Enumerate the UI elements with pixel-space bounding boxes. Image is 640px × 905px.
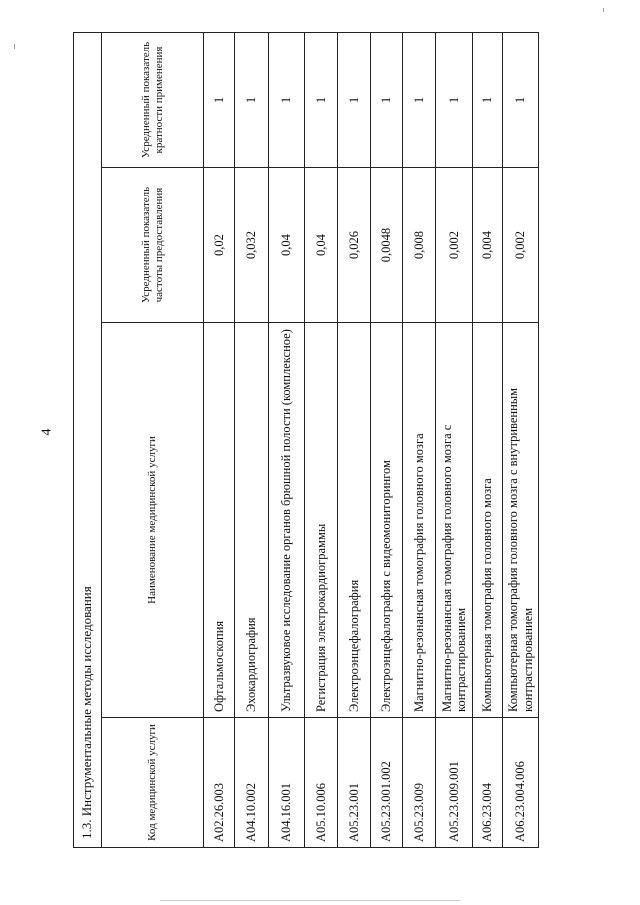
table-row xyxy=(338,32,371,847)
cell-name: Ультразвуковое исследование органов брюшной полости (комплексное) xyxy=(269,323,305,718)
cell-frequency: 0,026 xyxy=(338,168,371,323)
cell-code: A05.23.009 xyxy=(403,718,436,848)
cell-name: Компьютерная томография головного мозга xyxy=(473,323,503,718)
cell-multiplicity: 1 xyxy=(436,32,473,167)
table-row xyxy=(436,32,473,847)
cell-name: Офтальмоскопия xyxy=(204,323,235,718)
cell-code: A04.10.002 xyxy=(235,718,269,848)
cell-code: A06.23.004 xyxy=(473,718,503,848)
cell-frequency: 0,002 xyxy=(436,168,473,323)
instrumental-methods-table xyxy=(73,32,539,848)
table-row xyxy=(403,32,436,847)
cell-multiplicity: 1 xyxy=(338,32,371,167)
table-row xyxy=(503,32,539,847)
cell-multiplicity: 1 xyxy=(269,32,305,167)
header-code: Код медицинской услуги xyxy=(102,718,204,848)
cell-frequency: 0,04 xyxy=(269,168,305,323)
cell-frequency: 0,008 xyxy=(403,168,436,323)
cell-multiplicity: 1 xyxy=(235,32,269,167)
table-row xyxy=(235,32,269,847)
section-title: 1.3. Инструментальные методы исследования xyxy=(74,32,102,847)
cell-frequency: 0,004 xyxy=(473,168,503,323)
table-row xyxy=(305,32,338,847)
header-row xyxy=(102,32,204,847)
cell-name: Магнитно-резонансная томография головного мозга с контрастированием xyxy=(436,323,473,718)
scan-mark xyxy=(14,44,15,49)
cell-name: Компьютерная томография головного мозга с внутривенным контрастированием xyxy=(503,323,539,718)
header-name: Наименование медицинской услуги xyxy=(102,323,204,718)
header-multiplicity: Усредненный показатель кратности применения xyxy=(102,32,204,167)
cell-frequency: 0,002 xyxy=(503,168,539,323)
cell-multiplicity: 1 xyxy=(204,32,235,167)
cell-code: A05.23.001.002 xyxy=(371,718,403,848)
cell-name: Магнитно-резонансная томография головного мозга xyxy=(403,323,436,718)
scan-mark xyxy=(160,900,460,901)
cell-code: A05.23.001 xyxy=(338,718,371,848)
cell-code: A04.16.001 xyxy=(269,718,305,848)
cell-code: A05.10.006 xyxy=(305,718,338,848)
cell-frequency: 0,0048 xyxy=(371,168,403,323)
cell-multiplicity: 1 xyxy=(403,32,436,167)
table-row xyxy=(371,32,403,847)
cell-multiplicity: 1 xyxy=(503,32,539,167)
cell-frequency: 0,02 xyxy=(204,168,235,323)
table-row xyxy=(269,32,305,847)
rotated-table-wrapper xyxy=(73,33,535,848)
cell-name: Регистрация электрокардиограммы xyxy=(305,323,338,718)
cell-code: A05.23.009.001 xyxy=(436,718,473,848)
cell-multiplicity: 1 xyxy=(305,32,338,167)
table-body xyxy=(204,32,539,847)
cell-name: Эхокардиография xyxy=(235,323,269,718)
cell-multiplicity: 1 xyxy=(371,32,403,167)
table-row xyxy=(204,32,235,847)
table-row xyxy=(473,32,503,847)
cell-name: Электроэнцефалография с видеомониторингом xyxy=(371,323,403,718)
page-number: 4 xyxy=(39,428,55,436)
cell-code: A02.26.003 xyxy=(204,718,235,848)
header-frequency: Усредненный показатель частоты предоставления xyxy=(102,168,204,323)
section-row xyxy=(74,32,102,847)
cell-multiplicity: 1 xyxy=(473,32,503,167)
scan-mark xyxy=(603,8,604,12)
cell-frequency: 0,04 xyxy=(305,168,338,323)
cell-name: Электроэнцефалография xyxy=(338,323,371,718)
cell-frequency: 0,032 xyxy=(235,168,269,323)
cell-code: A06.23.004.006 xyxy=(503,718,539,848)
